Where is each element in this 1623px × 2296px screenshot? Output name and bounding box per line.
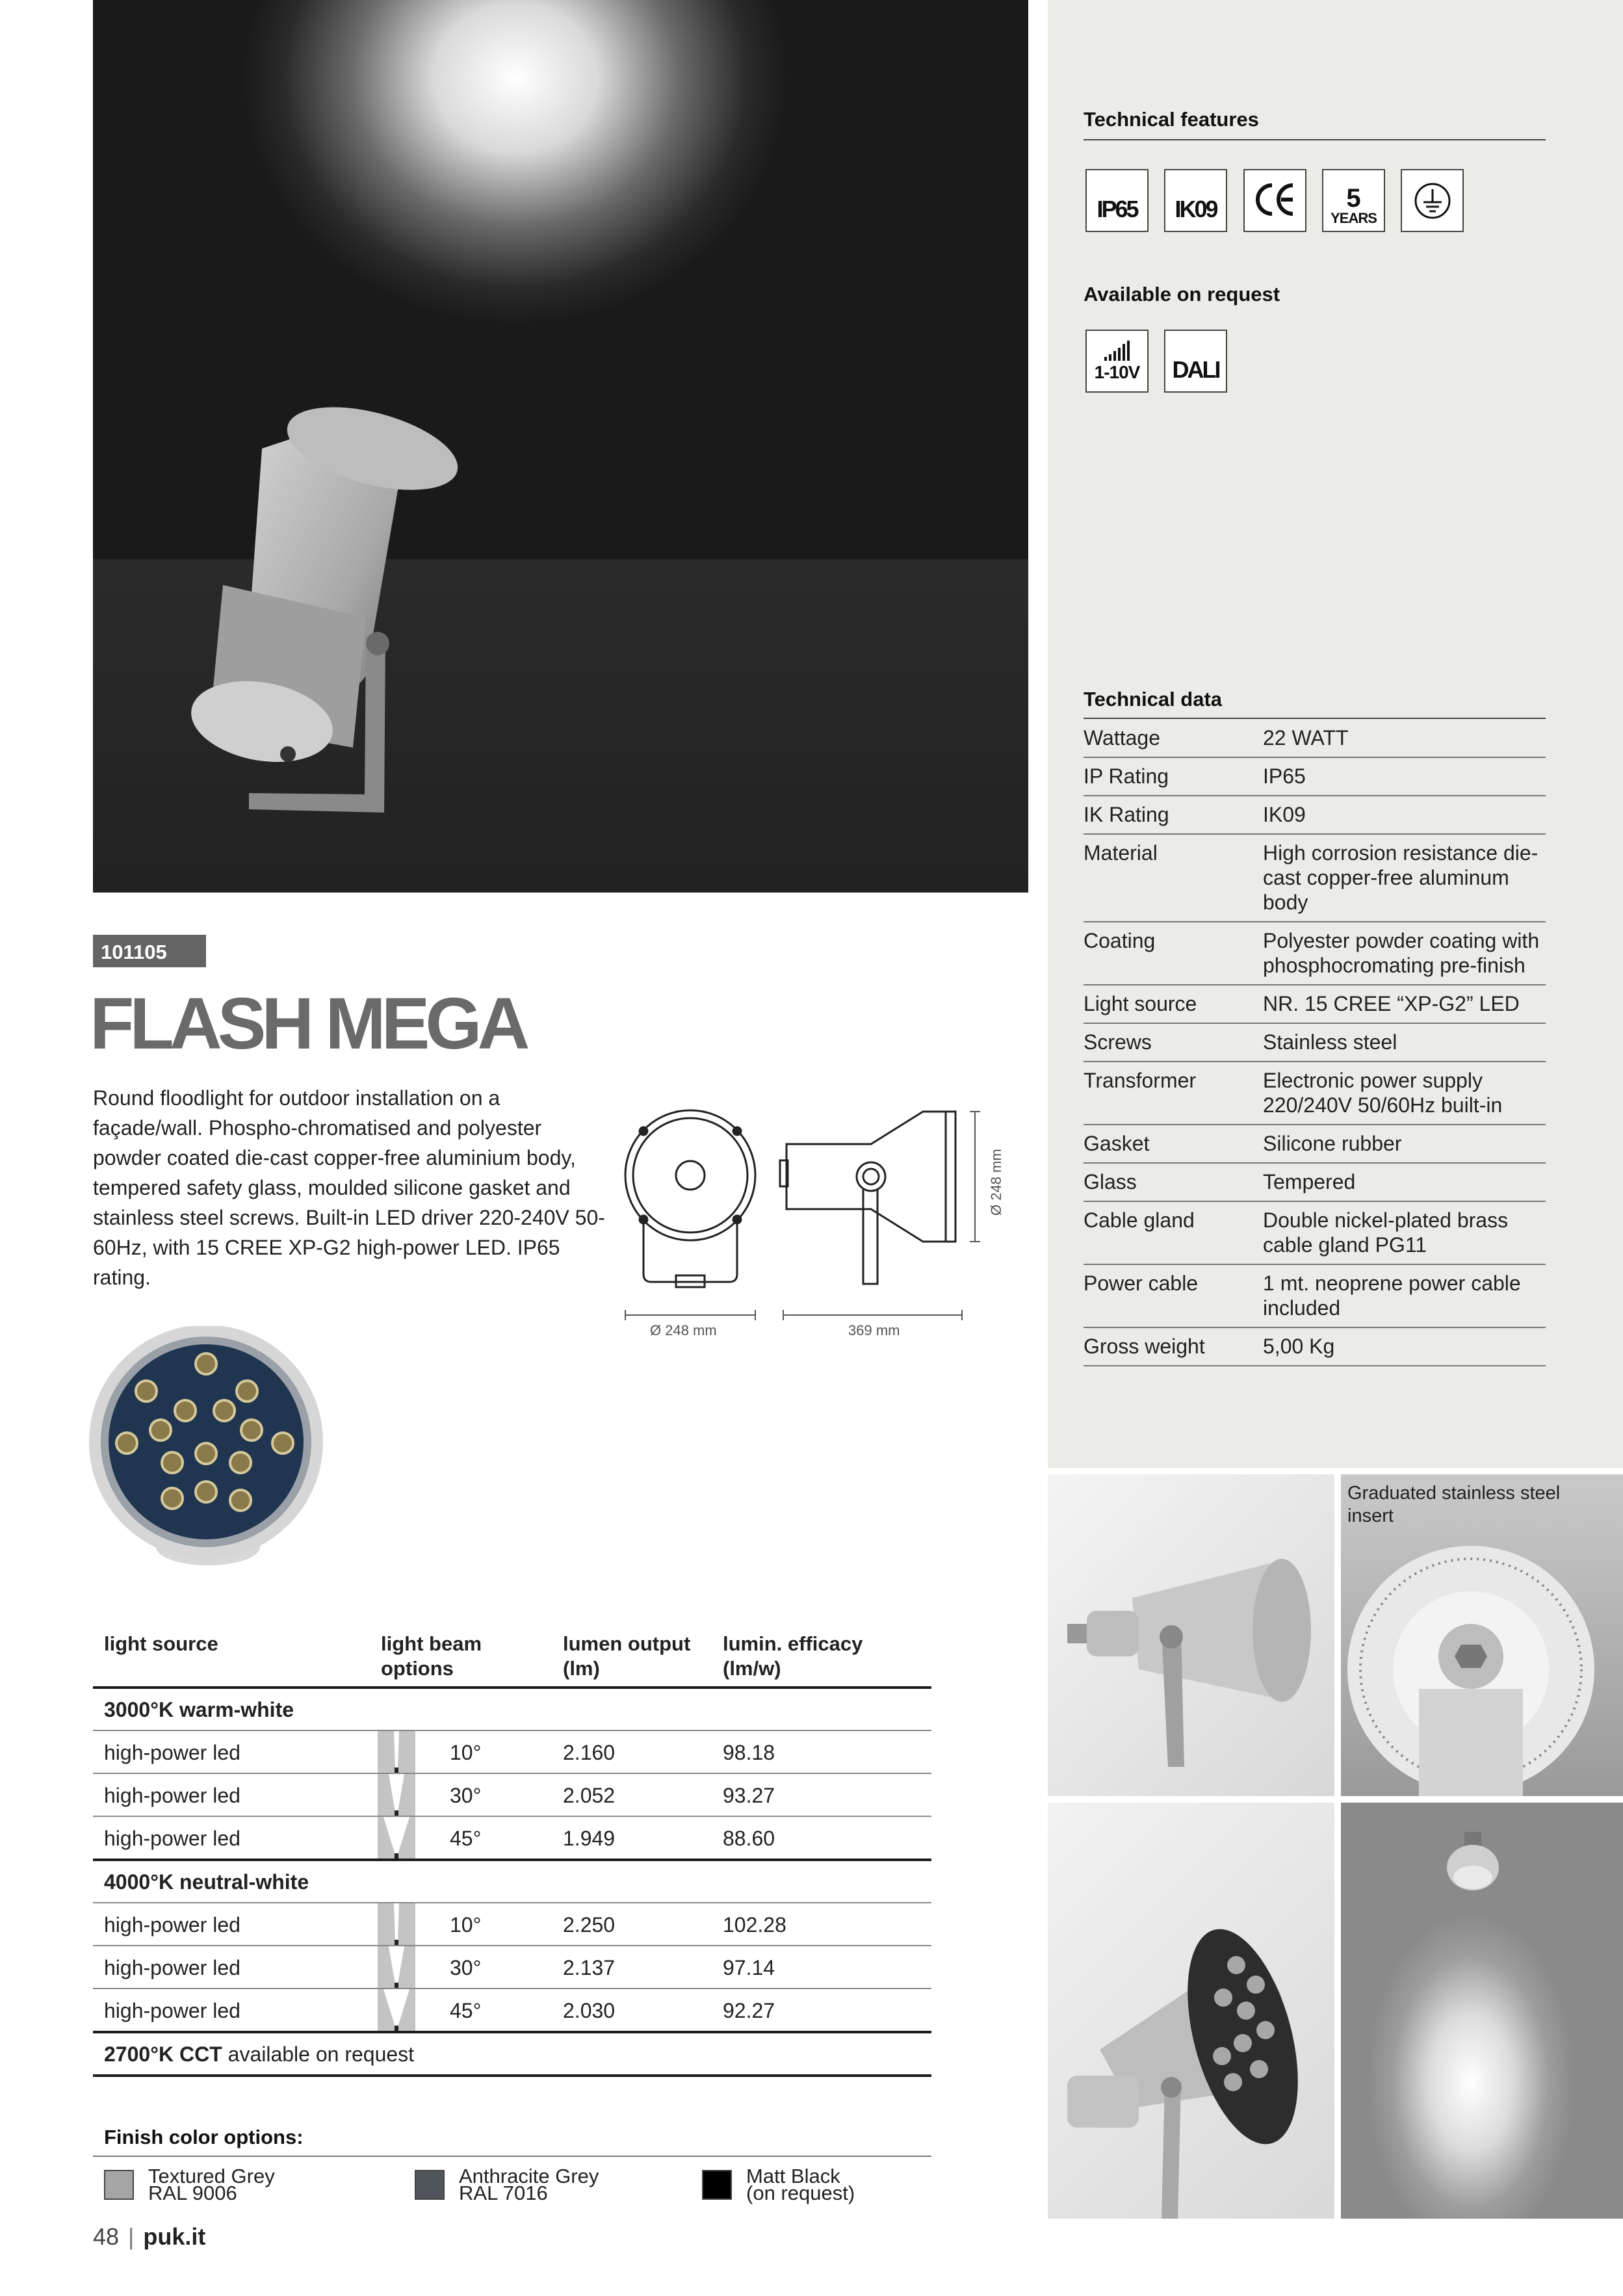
beam-angle-icon (378, 1774, 415, 1816)
beam-cell (370, 1730, 552, 1773)
swatch-anthracite-grey (415, 2170, 445, 2200)
light-source-cell: high-power led (93, 1730, 370, 1773)
tech-data-value: IK09 (1263, 803, 1306, 826)
tech-data-value: Tempered (1263, 1170, 1356, 1194)
tech-data-row (1084, 1201, 1546, 1264)
light-source-cell: high-power led (93, 1946, 370, 1989)
swatch-matt-black (702, 2170, 732, 2200)
light-source-cell: high-power led (93, 1989, 370, 2032)
group-label: 4000°K neutral-white (93, 1860, 931, 1903)
tech-data-label: Material (1084, 841, 1158, 865)
tech-data-value: 22 WATT (1263, 726, 1349, 750)
cct-note (93, 2032, 931, 2076)
tech-data-value: Double nickel-plated brass cable gland PG11 (1263, 1208, 1509, 1257)
warranty-badge: 5 YEARS (1322, 169, 1385, 232)
tech-data-row (1084, 1163, 1546, 1201)
efficacy-cell: 92.27 (712, 1989, 931, 2032)
product-title: FLASH MEGA (90, 983, 526, 1064)
technical-data-title: Technical data (1084, 688, 1223, 711)
floodlight-illustration (93, 0, 1028, 893)
col-light-source: light source (93, 1625, 370, 1688)
efficacy-cell: 97.14 (712, 1946, 931, 1989)
table-group-row (93, 1688, 931, 1730)
table-row (93, 1903, 931, 1946)
lumen-cell: 2.250 (552, 1903, 712, 1946)
tech-data-value: NR. 15 CREE “XP-G2” LED (1263, 992, 1520, 1015)
photo-caption: Graduated stainless steel insert (1347, 1483, 1561, 1526)
tech-data-label: Coating (1084, 929, 1156, 952)
beam-angle: 10° (450, 1913, 482, 1937)
beam-angle-icon (378, 1903, 415, 1945)
page-number: 48 (93, 2223, 120, 2250)
beam-cell (370, 1946, 552, 1989)
signal-bars-icon (1103, 340, 1132, 362)
site-link[interactable]: puk.it (143, 2223, 206, 2250)
tech-data-row (1084, 922, 1546, 985)
tech-data-label: Gasket (1084, 1132, 1150, 1155)
finish-option: Anthracite Grey RAL 7016 (459, 2165, 599, 2204)
cct-note-text: available on request (222, 2042, 415, 2066)
tech-data-row (1084, 796, 1546, 834)
ce-mark-icon (1243, 169, 1306, 232)
technical-drawing (617, 1105, 1020, 1339)
divider (1084, 718, 1546, 719)
tech-data-label: Light source (1084, 992, 1197, 1015)
divider (93, 2156, 931, 2157)
tech-data-value: Electronic power supply 220/240V 50/60Hz built-in (1263, 1069, 1503, 1117)
tech-data-row (1084, 757, 1546, 796)
finish-option: Textured Grey RAL 9006 (148, 2165, 275, 2204)
tech-data-label: Screws (1084, 1030, 1152, 1054)
light-source-table (93, 1625, 931, 2077)
hero-photo (93, 0, 1028, 893)
table-footer-row (93, 2032, 931, 2076)
available-on-request-title: Available on request (1084, 283, 1280, 306)
beam-angle-icon (378, 1946, 415, 1988)
beam-angle: 30° (450, 1784, 482, 1807)
tech-data-row (1084, 1062, 1546, 1125)
wall-wash-photo (1341, 1803, 1623, 2219)
tech-data-label: IP Rating (1084, 764, 1169, 788)
finish-title: Finish color options: (104, 2126, 304, 2148)
dali-badge: DALI (1164, 330, 1227, 393)
efficacy-cell: 93.27 (712, 1773, 931, 1816)
efficacy-cell: 88.60 (712, 1816, 931, 1860)
technical-data-table (1084, 720, 1546, 1366)
tech-data-value: Silicone rubber (1263, 1132, 1402, 1155)
table-row (93, 1773, 931, 1816)
tech-data-label: IK Rating (1084, 803, 1169, 826)
tech-data-row (1084, 1023, 1546, 1062)
table-row (93, 1730, 931, 1773)
page-footer: 48 | puk.it (93, 2223, 206, 2250)
tech-data-label: Wattage (1084, 726, 1160, 750)
ik09-badge: IK09 (1164, 169, 1227, 232)
tech-data-row (1084, 1264, 1546, 1327)
tech-data-label: Power cable (1084, 1272, 1199, 1295)
light-source-cell: high-power led (93, 1903, 370, 1946)
col-light-beam: light beam options (370, 1625, 552, 1688)
front-diameter-label: Ø 248 mm (650, 1322, 717, 1338)
tech-data-value: 5,00 Kg (1263, 1335, 1335, 1358)
light-source-cell: high-power led (93, 1816, 370, 1860)
angled-view-photo (1048, 1803, 1334, 2219)
cct-note-bold: 2700°K CCT (104, 2042, 222, 2066)
lumen-cell: 1.949 (552, 1816, 712, 1860)
earth-icon (1401, 169, 1464, 232)
beam-angle: 30° (450, 1956, 482, 1979)
product-code: 101105 (93, 935, 206, 967)
tech-data-row (1084, 985, 1546, 1023)
table-row (93, 1989, 931, 2032)
lumen-cell: 2.052 (552, 1773, 712, 1816)
col-efficacy: lumin. efficacy (lm/w) (712, 1625, 931, 1688)
tech-data-value: IP65 (1263, 764, 1306, 788)
tech-data-value: Polyester powder coating with phosphocromating pre-finish (1263, 929, 1540, 977)
lumen-cell: 2.137 (552, 1946, 712, 1989)
lumen-cell: 2.030 (552, 1989, 712, 2032)
finish-option: Matt Black (on request) (746, 2165, 855, 2204)
beam-angle: 45° (450, 1999, 482, 2022)
tech-data-row (1084, 1327, 1546, 1366)
beam-angle-icon (378, 1731, 415, 1773)
divider (1084, 139, 1546, 140)
efficacy-cell: 98.18 (712, 1730, 931, 1773)
tech-data-value: Stainless steel (1263, 1030, 1397, 1054)
swatch-textured-grey (104, 2170, 134, 2200)
light-source-cell: high-power led (93, 1773, 370, 1816)
beam-angle: 45° (450, 1827, 482, 1850)
tech-data-value: High corrosion resistance die-cast copper-free aluminum body (1263, 841, 1539, 914)
beam-cell (370, 1773, 552, 1816)
side-length-label: 369 mm (848, 1322, 900, 1338)
table-group-row (93, 1860, 931, 1903)
technical-features-title: Technical features (1084, 108, 1259, 131)
tech-data-label: Cable gland (1084, 1208, 1195, 1232)
led-front-photo (88, 1326, 328, 1599)
product-description: Round floodlight for outdoor installation on a façade/wall. Phospho-chromatised and polyester powder coated die-cast copper-free aluminium body, tempered safety glass, moulded silicone gasket and stainless steel screws. Built-in LED driver 220-240V 50-60Hz, with 15 CREE XP-G2 high-power LED. IP65 rating. (93, 1086, 605, 1289)
beam-cell (370, 1903, 552, 1946)
col-lumen-output: lumen output (lm) (552, 1625, 712, 1688)
tech-data-label: Glass (1084, 1170, 1137, 1194)
group-label: 3000°K warm-white (93, 1688, 931, 1730)
tech-data-row (1084, 834, 1546, 922)
tech-data-row (1084, 720, 1546, 757)
efficacy-cell: 102.28 (712, 1903, 931, 1946)
beam-angle-icon (378, 1817, 415, 1859)
beam-cell (370, 1816, 552, 1860)
lumen-cell: 2.160 (552, 1730, 712, 1773)
dimming-badge: 1-10V (1085, 330, 1149, 393)
side-view-photo (1048, 1474, 1334, 1796)
detail-photo (1341, 1474, 1623, 1796)
tech-data-row (1084, 1125, 1546, 1163)
beam-angle: 10° (450, 1741, 482, 1764)
tech-data-label: Transformer (1084, 1069, 1197, 1092)
table-row (93, 1816, 931, 1860)
ip65-badge: IP65 (1085, 169, 1149, 232)
tech-data-value: 1 mt. neoprene power cable included (1263, 1272, 1521, 1320)
side-height-label: Ø 248 mm (988, 1149, 1004, 1216)
table-row (93, 1946, 931, 1989)
tech-data-label: Gross weight (1084, 1335, 1205, 1358)
beam-cell (370, 1989, 552, 2032)
beam-angle-icon (378, 1989, 415, 2031)
